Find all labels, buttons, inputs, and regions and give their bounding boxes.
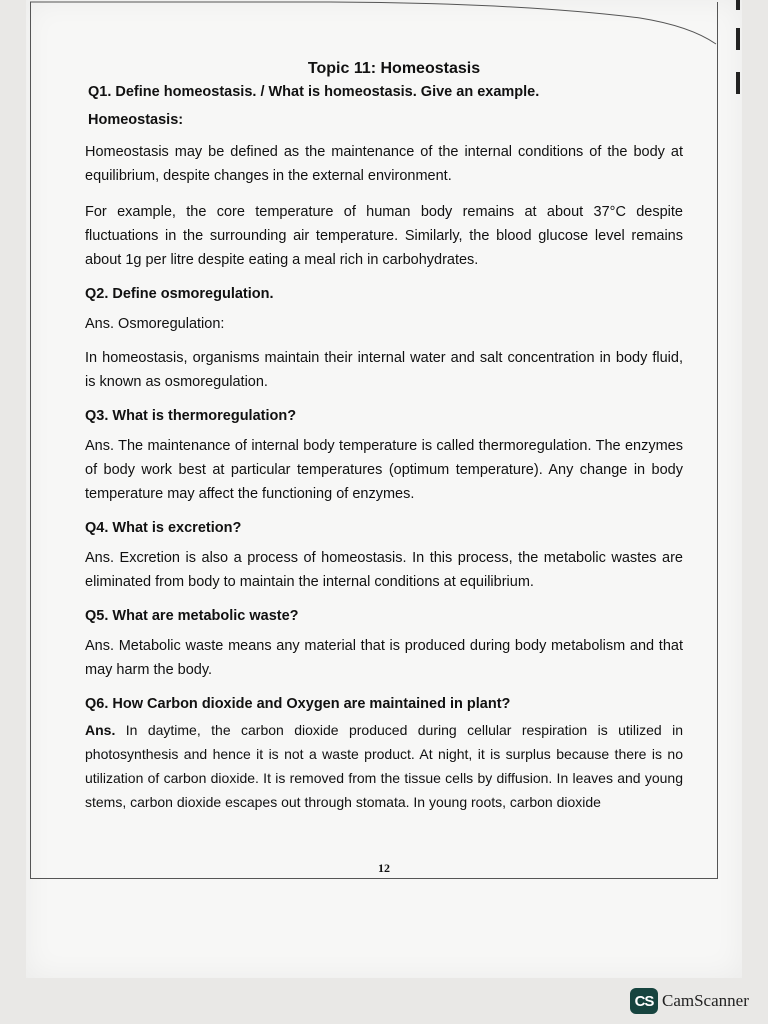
question-1: Q1. Define homeostasis. / What is homeostasis. Give an example.: [88, 84, 540, 100]
homeostasis-heading: Homeostasis:: [88, 112, 184, 128]
answer-4: Ans. Excretion is also a process of homeostasis. In this process, the metabolic wastes are eliminated from body to maintain the internal conditions at equilibrium.: [85, 550, 683, 590]
answer-6-text: In daytime, the carbon dioxide produced during cellular respiration is utilized in photosynthesis and hence it is not a waste product. At night, it is surplus because there is no utilization of carbon dioxide. It is removed from the tissue cells by diffusion. In leaves and young stems, carbon dioxide escapes out through stomata. In young roots, carbon dioxide: [85, 722, 683, 810]
homeostasis-definition: Homeostasis may be defined as the maintenance of the internal conditions of the body at equilibrium, despite changes in the external environment.: [85, 144, 683, 184]
camscanner-watermark: [630, 987, 749, 1015]
camscanner-logo: CS: [630, 988, 658, 1014]
question-5: Q5. What are metabolic waste?: [85, 608, 299, 624]
document-body: [85, 60, 683, 814]
question-3: Q3. What is thermoregulation?: [85, 408, 297, 424]
answer-3: Ans. The maintenance of internal body temperature is called thermoregulation. The enzymes of body work best at particular temperatures (optimum temperature). Any change in body temperature may affect the functioning of enzymes.: [85, 438, 683, 502]
homeostasis-example: For example, the core temperature of human body remains at about 37°C despite fluctuations in the surrounding air temperature. Similarly, the blood glucose level remains about 1g per litre despite eating a meal rich in carbohydrates.: [85, 204, 683, 268]
page-number: 12: [378, 861, 390, 875]
answer-6: [85, 718, 683, 814]
answer-2-label: Ans. Osmoregulation:: [85, 316, 225, 332]
answer-6-label: Ans.: [85, 722, 116, 738]
answer-2: In homeostasis, organisms maintain their internal water and salt concentration in body fluid, is known as osmoregulation.: [85, 350, 683, 390]
question-2: Q2. Define osmoregulation.: [85, 286, 274, 302]
answer-5: Ans. Metabolic waste means any material that is produced during body metabolism and that may harm the body.: [85, 638, 683, 678]
question-6: Q6. How Carbon dioxide and Oxygen are maintained in plant?: [85, 696, 511, 712]
question-4: Q4. What is excretion?: [85, 520, 242, 536]
scan-edge-marks: [734, 0, 742, 140]
topic-title: Topic 11: Homeostasis: [307, 60, 481, 77]
camscanner-brand: CamScanner: [662, 991, 749, 1010]
